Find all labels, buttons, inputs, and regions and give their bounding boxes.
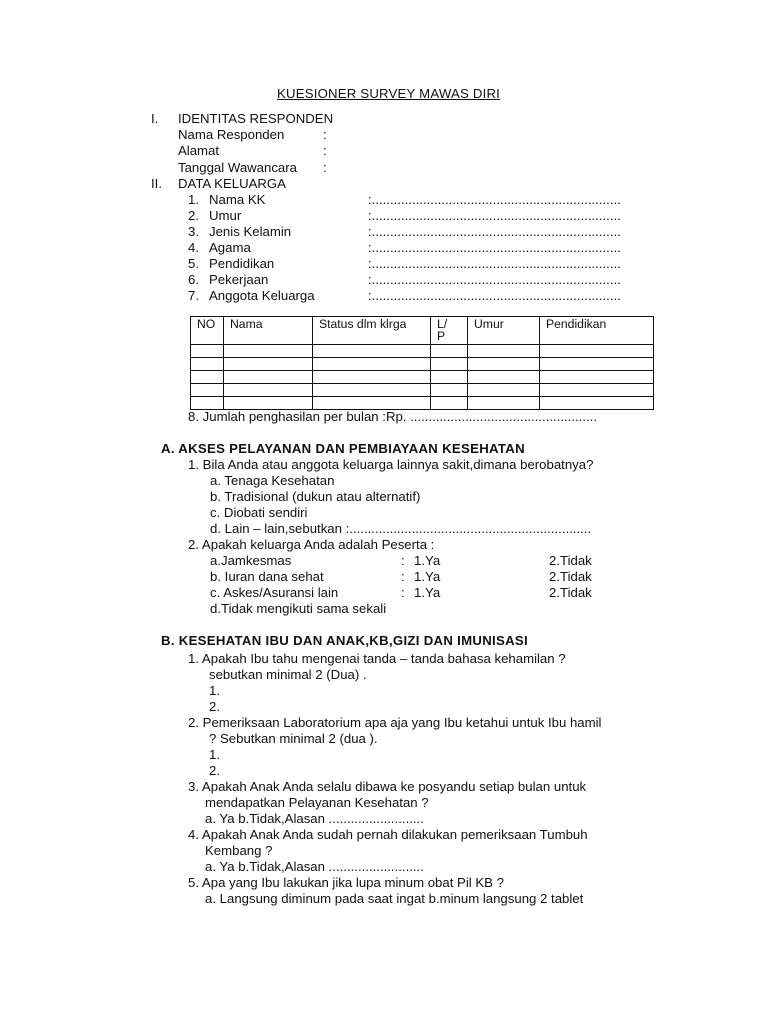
- table-row: [191, 358, 654, 371]
- peserta-label: b. Iuran dana sehat: [210, 569, 324, 584]
- option-item: c. Diobati sendiri: [210, 505, 308, 520]
- field-label-tanggal-wawancara: Tanggal Wawancara: [178, 160, 297, 175]
- fill-line: :....................................................................: [368, 272, 621, 287]
- peserta-label: c. Askes/Asuransi lain: [210, 585, 339, 600]
- fill-line: :....................................................................: [368, 208, 621, 223]
- fill-line: :....................................................................: [368, 240, 621, 255]
- option-ya: 1.Ya: [414, 569, 441, 584]
- item-number: 7.: [188, 288, 199, 303]
- peserta-colon: :: [401, 553, 405, 568]
- answer-options: a. Ya b.Tidak,Alasan ..........................: [205, 859, 424, 874]
- peserta-label: d.Tidak mengikuti sama sekali: [210, 601, 387, 616]
- field-colon: :: [323, 160, 327, 175]
- item-label-jenis-kelamin: Jenis Kelamin: [209, 224, 292, 239]
- item-label-agama: Agama: [209, 240, 251, 255]
- column-header-lp: L/ P: [431, 317, 468, 345]
- question-b4: 4. Apakah Anak Anda sudah pernah dilakukan pemeriksaan Tumbuh: [188, 827, 588, 842]
- question-b3: 3. Apakah Anak Anda selalu dibawa ke posyandu setiap bulan untuk: [188, 779, 587, 794]
- option-tidak: 2.Tidak: [549, 553, 592, 568]
- item-number: 2.: [188, 208, 199, 223]
- section-heading-b: B. KESEHATAN IBU DAN ANAK,KB,GIZI DAN IMUNISASI: [161, 633, 528, 648]
- peserta-colon: :: [401, 585, 405, 600]
- field-label-alamat: Alamat: [178, 143, 220, 158]
- item-number: 4.: [188, 240, 199, 255]
- question-a1: 1. Bila Anda atau anggota keluarga lainnya sakit,dimana berobatnya?: [188, 457, 594, 472]
- item-number: 3.: [188, 224, 199, 239]
- option-item: b. Tradisional (dukun atau alternatif): [210, 489, 421, 504]
- column-header-pendidikan: Pendidikan: [540, 317, 654, 345]
- column-header-no: NO: [191, 317, 224, 345]
- item-label-umur: Umur: [209, 208, 242, 223]
- question-b2: 2. Pemeriksaan Laboratorium apa aja yang Ibu ketahui untuk Ibu hamil: [188, 715, 602, 730]
- section-heading: IDENTITAS RESPONDEN: [178, 111, 334, 126]
- table-row: [191, 384, 654, 397]
- item-number: 5.: [188, 256, 199, 271]
- option-ya: 1.Ya: [414, 585, 441, 600]
- question-b2-cont: ? Sebutkan minimal 2 (dua ).: [209, 731, 378, 746]
- question-b3-cont: mendapatkan Pelayanan Kesehatan ?: [205, 795, 429, 810]
- option-item: a. Tenaga Kesehatan: [210, 473, 335, 488]
- item-label-nama-kk: Nama KK: [209, 192, 266, 207]
- field-colon: :: [323, 127, 327, 142]
- item-label-pekerjaan: Pekerjaan: [209, 272, 269, 287]
- option-item: d. Lain – lain,sebutkan :..................................................................: [210, 521, 592, 536]
- peserta-colon: :: [401, 569, 405, 584]
- answer-line: 1.: [209, 683, 220, 698]
- fill-line: :....................................................................: [368, 256, 621, 271]
- table-row: [191, 345, 654, 358]
- fill-line: :....................................................................: [368, 288, 621, 303]
- question-b5: 5. Apa yang Ibu lakukan jika lupa minum obat Pil KB ?: [188, 875, 504, 890]
- income-field: 8. Jumlah penghasilan per bulan :Rp. ...................................................: [188, 409, 597, 424]
- fill-line: :....................................................................: [368, 192, 621, 207]
- answer-line: 2.: [209, 763, 220, 778]
- section-number: I.: [151, 111, 159, 126]
- peserta-label: a.Jamkesmas: [210, 553, 292, 568]
- section-heading: DATA KELUARGA: [178, 176, 286, 191]
- answer-options: a. Ya b.Tidak,Alasan ..........................: [205, 811, 424, 826]
- field-colon: :: [323, 143, 327, 158]
- table-row: [191, 397, 654, 410]
- item-number: 1.: [188, 192, 199, 207]
- field-label-nama-responden: Nama Responden: [178, 127, 285, 142]
- column-header-nama: Nama: [224, 317, 313, 345]
- answer-line: 2.: [209, 699, 220, 714]
- option-ya: 1.Ya: [414, 553, 441, 568]
- question-b1-cont: sebutkan minimal 2 (Dua) .: [209, 667, 367, 682]
- column-header-status: Status dlm klrga: [313, 317, 431, 345]
- item-label-anggota-keluarga: Anggota Keluarga: [209, 288, 315, 303]
- question-b1: 1. Apakah Ibu tahu mengenai tanda – tanda bahasa kehamilan ?: [188, 651, 566, 666]
- answer-line: 1.: [209, 747, 220, 762]
- option-tidak: 2.Tidak: [549, 569, 592, 584]
- fill-line: :....................................................................: [368, 224, 621, 239]
- column-header-umur: Umur: [468, 317, 540, 345]
- section-number: II.: [151, 176, 162, 191]
- table-header-row: [191, 317, 654, 345]
- page-title: KUESIONER SURVEY MAWAS DIRI: [277, 86, 501, 101]
- option-tidak: 2.Tidak: [549, 585, 592, 600]
- family-members-table: [190, 316, 654, 410]
- item-number: 6.: [188, 272, 199, 287]
- item-label-pendidikan: Pendidikan: [209, 256, 275, 271]
- table-row: [191, 371, 654, 384]
- question-b4-cont: Kembang ?: [205, 843, 273, 858]
- question-a2: 2. Apakah keluarga Anda adalah Peserta :: [188, 537, 435, 552]
- answer-options: a. Langsung diminum pada saat ingat b.minum langsung 2 tablet: [205, 891, 584, 906]
- section-heading-a: A. AKSES PELAYANAN DAN PEMBIAYAAN KESEHATAN: [161, 441, 525, 456]
